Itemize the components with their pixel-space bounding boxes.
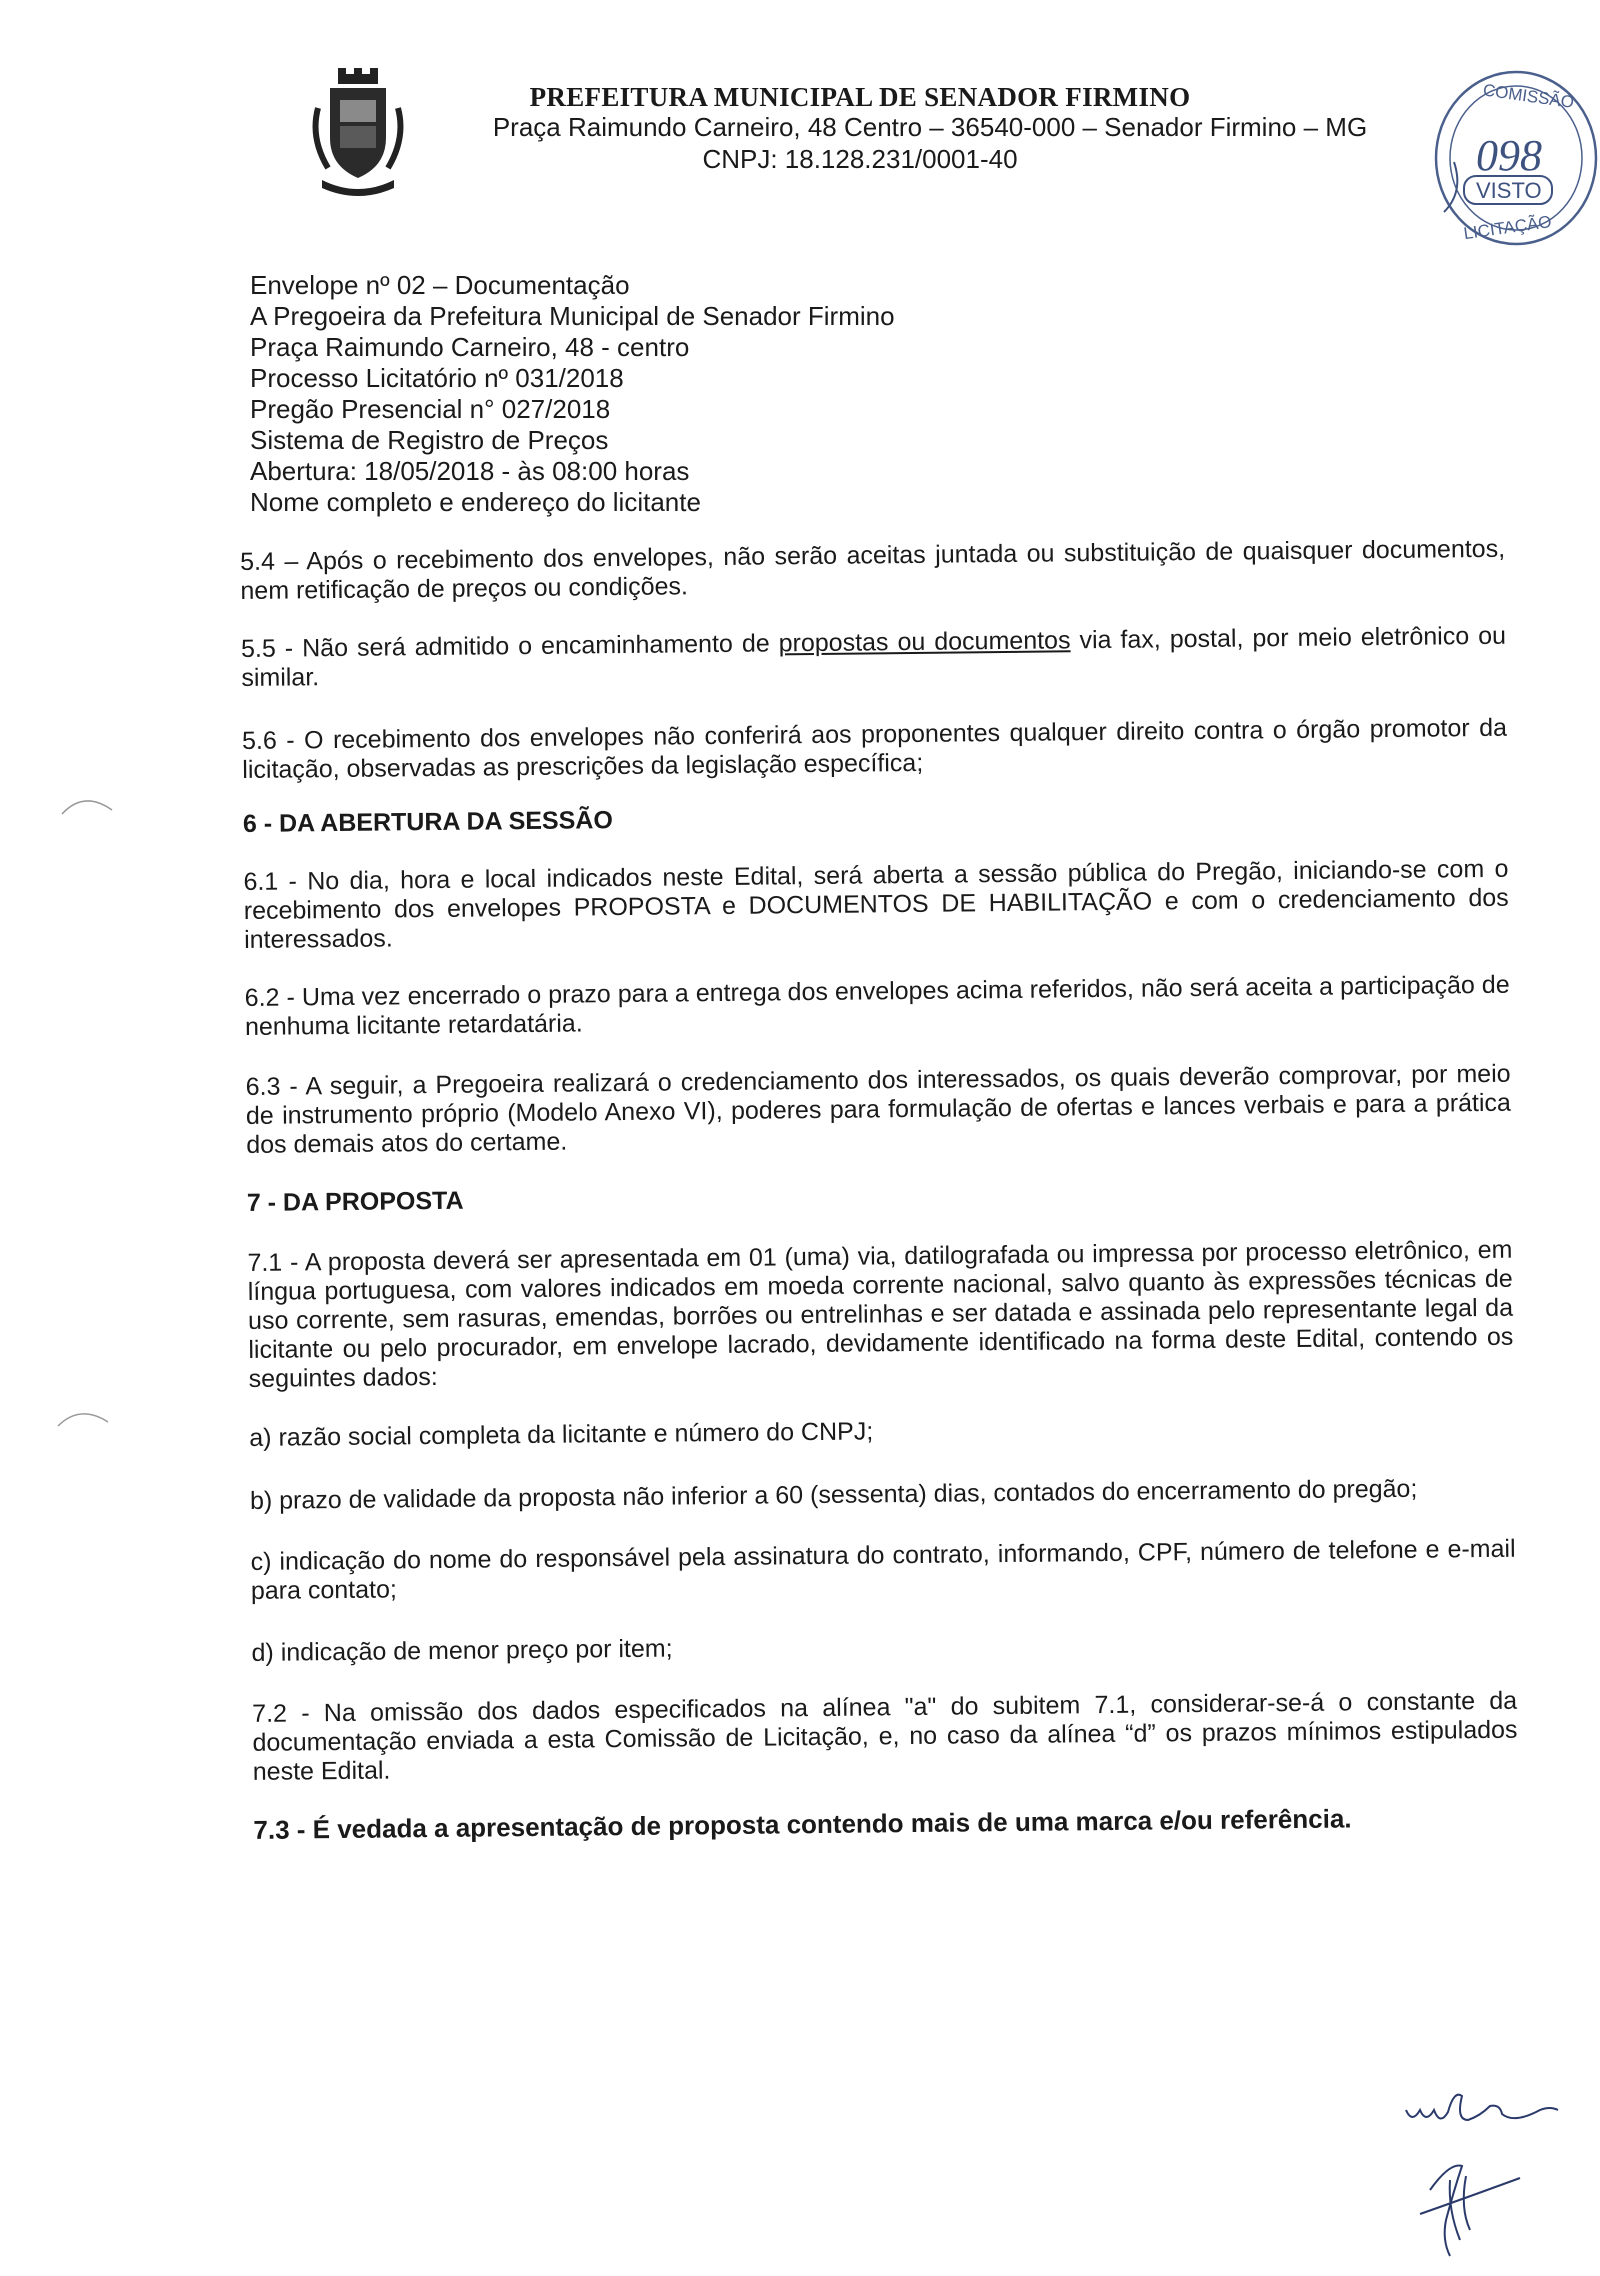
envelope-line: Envelope nº 02 – Documentação — [250, 270, 630, 300]
municipal-coat-of-arms-icon — [308, 68, 408, 196]
section-6-heading: 6 - DA ABERTURA DA SESSÃO — [242, 806, 613, 838]
section-7-heading: 7 - DA PROPOSTA — [246, 1186, 464, 1217]
clause-6-3: 6.3 - A seguir, a Pregoeira realizará o credenciamento dos interessados, os quais deverão comprovar, por meio de instrumento próprio (Modelo Anexo VI), poderes para formulação de ofertas e lances verbais e para a prática dos demais atos do certame. — [245, 1059, 1512, 1159]
clause-5-5-underlined: propostas ou documentos — [778, 626, 1071, 658]
licitacao-stamp-icon — [1424, 62, 1600, 252]
stamp-middle-text: VISTO — [1476, 178, 1542, 203]
envelope-line: Processo Licitatório nº 031/2018 — [250, 363, 624, 393]
clause-7-2: 7.2 - Na omissão dos dados especificados na alínea "a" do subitem 7.1, considerar-se-á o constante da documentação enviada a esta Comissão de Licitação, e, no caso da alínea “d” os prazos mínimos estipulados neste Edital. — [252, 1686, 1518, 1786]
item-a: a) razão social completa da licitante e número do CNPJ; — [249, 1417, 874, 1452]
stamp-bottom-text: LICITAÇÃO — [1462, 212, 1553, 244]
stamp-top-text: COMISSÃO — [1481, 80, 1576, 112]
stamp-number: 098 — [1476, 131, 1542, 180]
municipality-address: Praça Raimundo Carneiro, 48 Centro – 36540-000 – Senador Firmino – MG — [492, 112, 1368, 142]
margin-mark-icon — [58, 790, 118, 820]
municipality-cnpj: CNPJ: 18.128.231/0001-40 — [702, 144, 1018, 174]
clause-5-5-text-before: 5.5 - Não será admitido o encaminhamento de — [240, 629, 779, 663]
clause-5-5 — [241, 622, 1507, 693]
handwritten-signature-icon — [1390, 2080, 1590, 2270]
envelope-line: Pregão Presencial n° 027/2018 — [250, 394, 611, 424]
envelope-line: Abertura: 18/05/2018 - às 08:00 horas — [250, 456, 690, 486]
margin-mark-icon — [54, 1402, 114, 1432]
envelope-line: Sistema de Registro de Preços — [250, 425, 609, 455]
envelope-line: Praça Raimundo Carneiro, 48 - centro — [250, 332, 690, 362]
item-c: c) indicação do nome do responsável pela assinatura do contrato, informando, CPF, número de telefone e e-mail para contato; — [250, 1534, 1516, 1605]
envelope-line: Nome completo e endereço do licitante — [250, 487, 701, 517]
clause-7-3: 7.3 - É vedada a apresentação de proposta contendo mais de uma marca e/ou referência. — [253, 1803, 1352, 1845]
clause-5-6: 5.6 - O recebimento dos envelopes não conferirá aos proponentes qualquer direito contra o órgão promotor da licitação, observadas as prescrições da legislação específica; — [241, 713, 1508, 784]
municipality-title: PREFEITURA MUNICIPAL DE SENADOR FIRMINO — [529, 82, 1191, 112]
clause-5-5-text-after: via fax, postal, por meio eletrônico ou similar. — [241, 621, 1507, 692]
clause-5-4: 5.4 – Após o recebimento dos envelopes, não serão aceitas juntada ou substituição de quaisquer documentos, nem retificação de preços ou condições. — [240, 534, 1506, 605]
envelope-line: A Pregoeira da Prefeitura Municipal de Senador Firmino — [250, 301, 895, 331]
clause-7-1: 7.1 - A proposta deverá ser apresentada em 01 (uma) via, datilografada ou impressa por processo eletrônico, em língua portuguesa, com valores indicados em moeda corrente nacional, salvo quanto às expressões técnicas de uso corrente, sem rasuras, emendas, borrões ou entrelinhas e ser datada e assinada pelo representante legal da licitante ou pelo procurador, em envelope lacrado, devidamente identificado na forma deste Edital, contendo os seguintes dados: — [247, 1235, 1514, 1393]
item-d: d) indicação de menor preço por item; — [251, 1634, 673, 1667]
envelope-address-block — [250, 270, 1150, 518]
item-b: b) prazo de validade da proposta não inferior a 60 (sessenta) dias, contados do encerramento do pregão; — [249, 1474, 1418, 1515]
clause-6-1: 6.1 - No dia, hora e local indicados neste Edital, será aberta a sessão pública do Pregão, iniciando-se com o recebimento dos envelopes PROPOSTA e DOCUMENTOS DE HABILITAÇÃO e com o credenciamento dos interessados. — [243, 854, 1509, 954]
document-body — [240, 535, 1519, 1845]
clause-6-2: 6.2 - Uma vez encerrado o prazo para a entrega dos envelopes acima referidos, não será aceita a participação de nenhuma licitante retardatária. — [244, 970, 1510, 1041]
